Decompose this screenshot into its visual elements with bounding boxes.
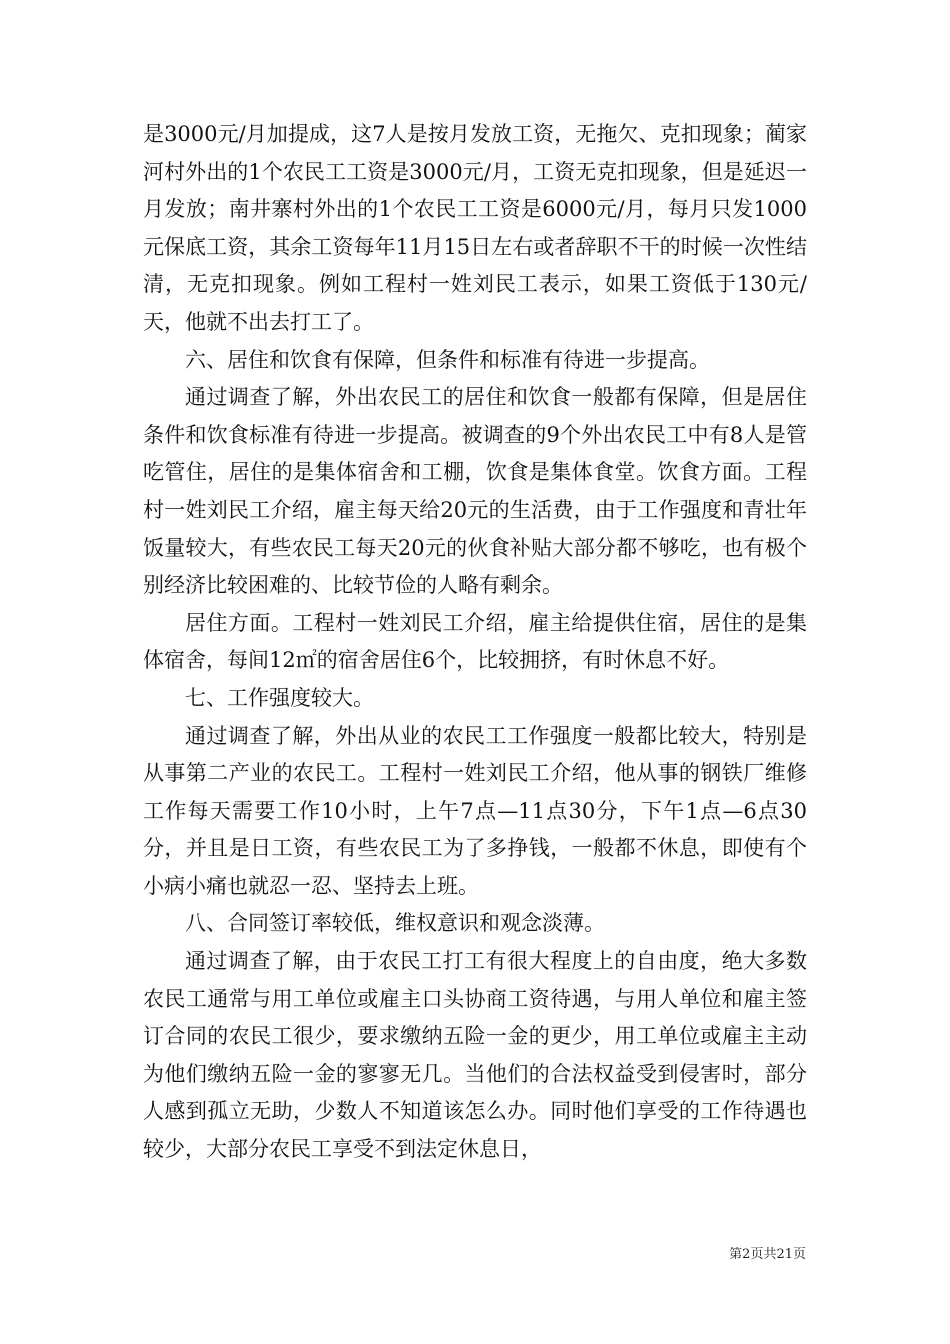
paragraph: 通过调查了解，外出农民工的居住和饮食一般都有保障，但是居住条件和饮食标准有待进一步提高。被调查的9个外出农民工中有8人是管吃管住，居住的是集体宿舍和工棚，饮食是集体食堂。饮食方面。工程村一姓刘民工介绍，雇主每天给20元的生活费，由于工作强度和青壮年饭量较大，有些农民工每天20元的伙食补贴大部分都不够吃，也有极个别经济比较困难的、比较节俭的人略有剩余。 (143, 385, 807, 598)
section-heading-6: 六、居住和饮食有保障，但条件和标准有待进一步提高。 (185, 347, 710, 372)
paragraph: 通过调查了解，外出从业的农民工工作强度一般都比较大，特别是从事第二产业的农民工。工程村一姓刘民工介绍，他从事的钢铁厂维修工作每天需要工作10小时，上午7点—11点30分，下午1点—6点30分，并且是日工资，有些农民工为了多挣钱，一般都不休息，即使有个小病小痛也就忍一忍、坚持去上班。 (143, 723, 807, 898)
section-heading-7: 七、工作强度较大。 (185, 685, 374, 710)
paragraph: 居住方面。工程村一姓刘民工介绍，雇主给提供住宿，居住的是集体宿舍，每间12㎡的宿舍居住6个，比较拥挤，有时休息不好。 (143, 610, 807, 673)
paragraph: 通过调查了解，由于农民工打工有很大程度上的自由度，绝大多数农民工通常与用工单位或雇主口头协商工资待遇，与用人单位和雇主签订合同的农民工很少，要求缴纳五险一金的更少，用工单位或雇主主动为他们缴纳五险一金的寥寥无几。当他们的合法权益受到侵害时，部分人感到孤立无助，少数人不知道该怎么办。同时他们享受的工作待遇也较少，大部分农民工享受不到法定休息日， (143, 949, 807, 1162)
document-body (143, 116, 807, 1169)
paragraph: 是3000元/月加提成，这7人是按月发放工资，无拖欠、克扣现象；蔺家河村外出的1个农民工工资是3000元/月，工资无克扣现象，但是延迟一月发放；南井寨村外出的1个农民工工资是6000元/月，每月只发1000元保底工资，其余工资每年11月15日左右或者辞职不干的时候一次性结清，无克扣现象。例如工程村一姓刘民工表示，如果工资低于130元/天，他就不出去打工了。 (143, 122, 807, 334)
page-number-footer: 第2页共21页 (729, 1247, 806, 1262)
section-heading-8: 八、合同签订率较低，维权意识和观念淡薄。 (185, 911, 605, 936)
